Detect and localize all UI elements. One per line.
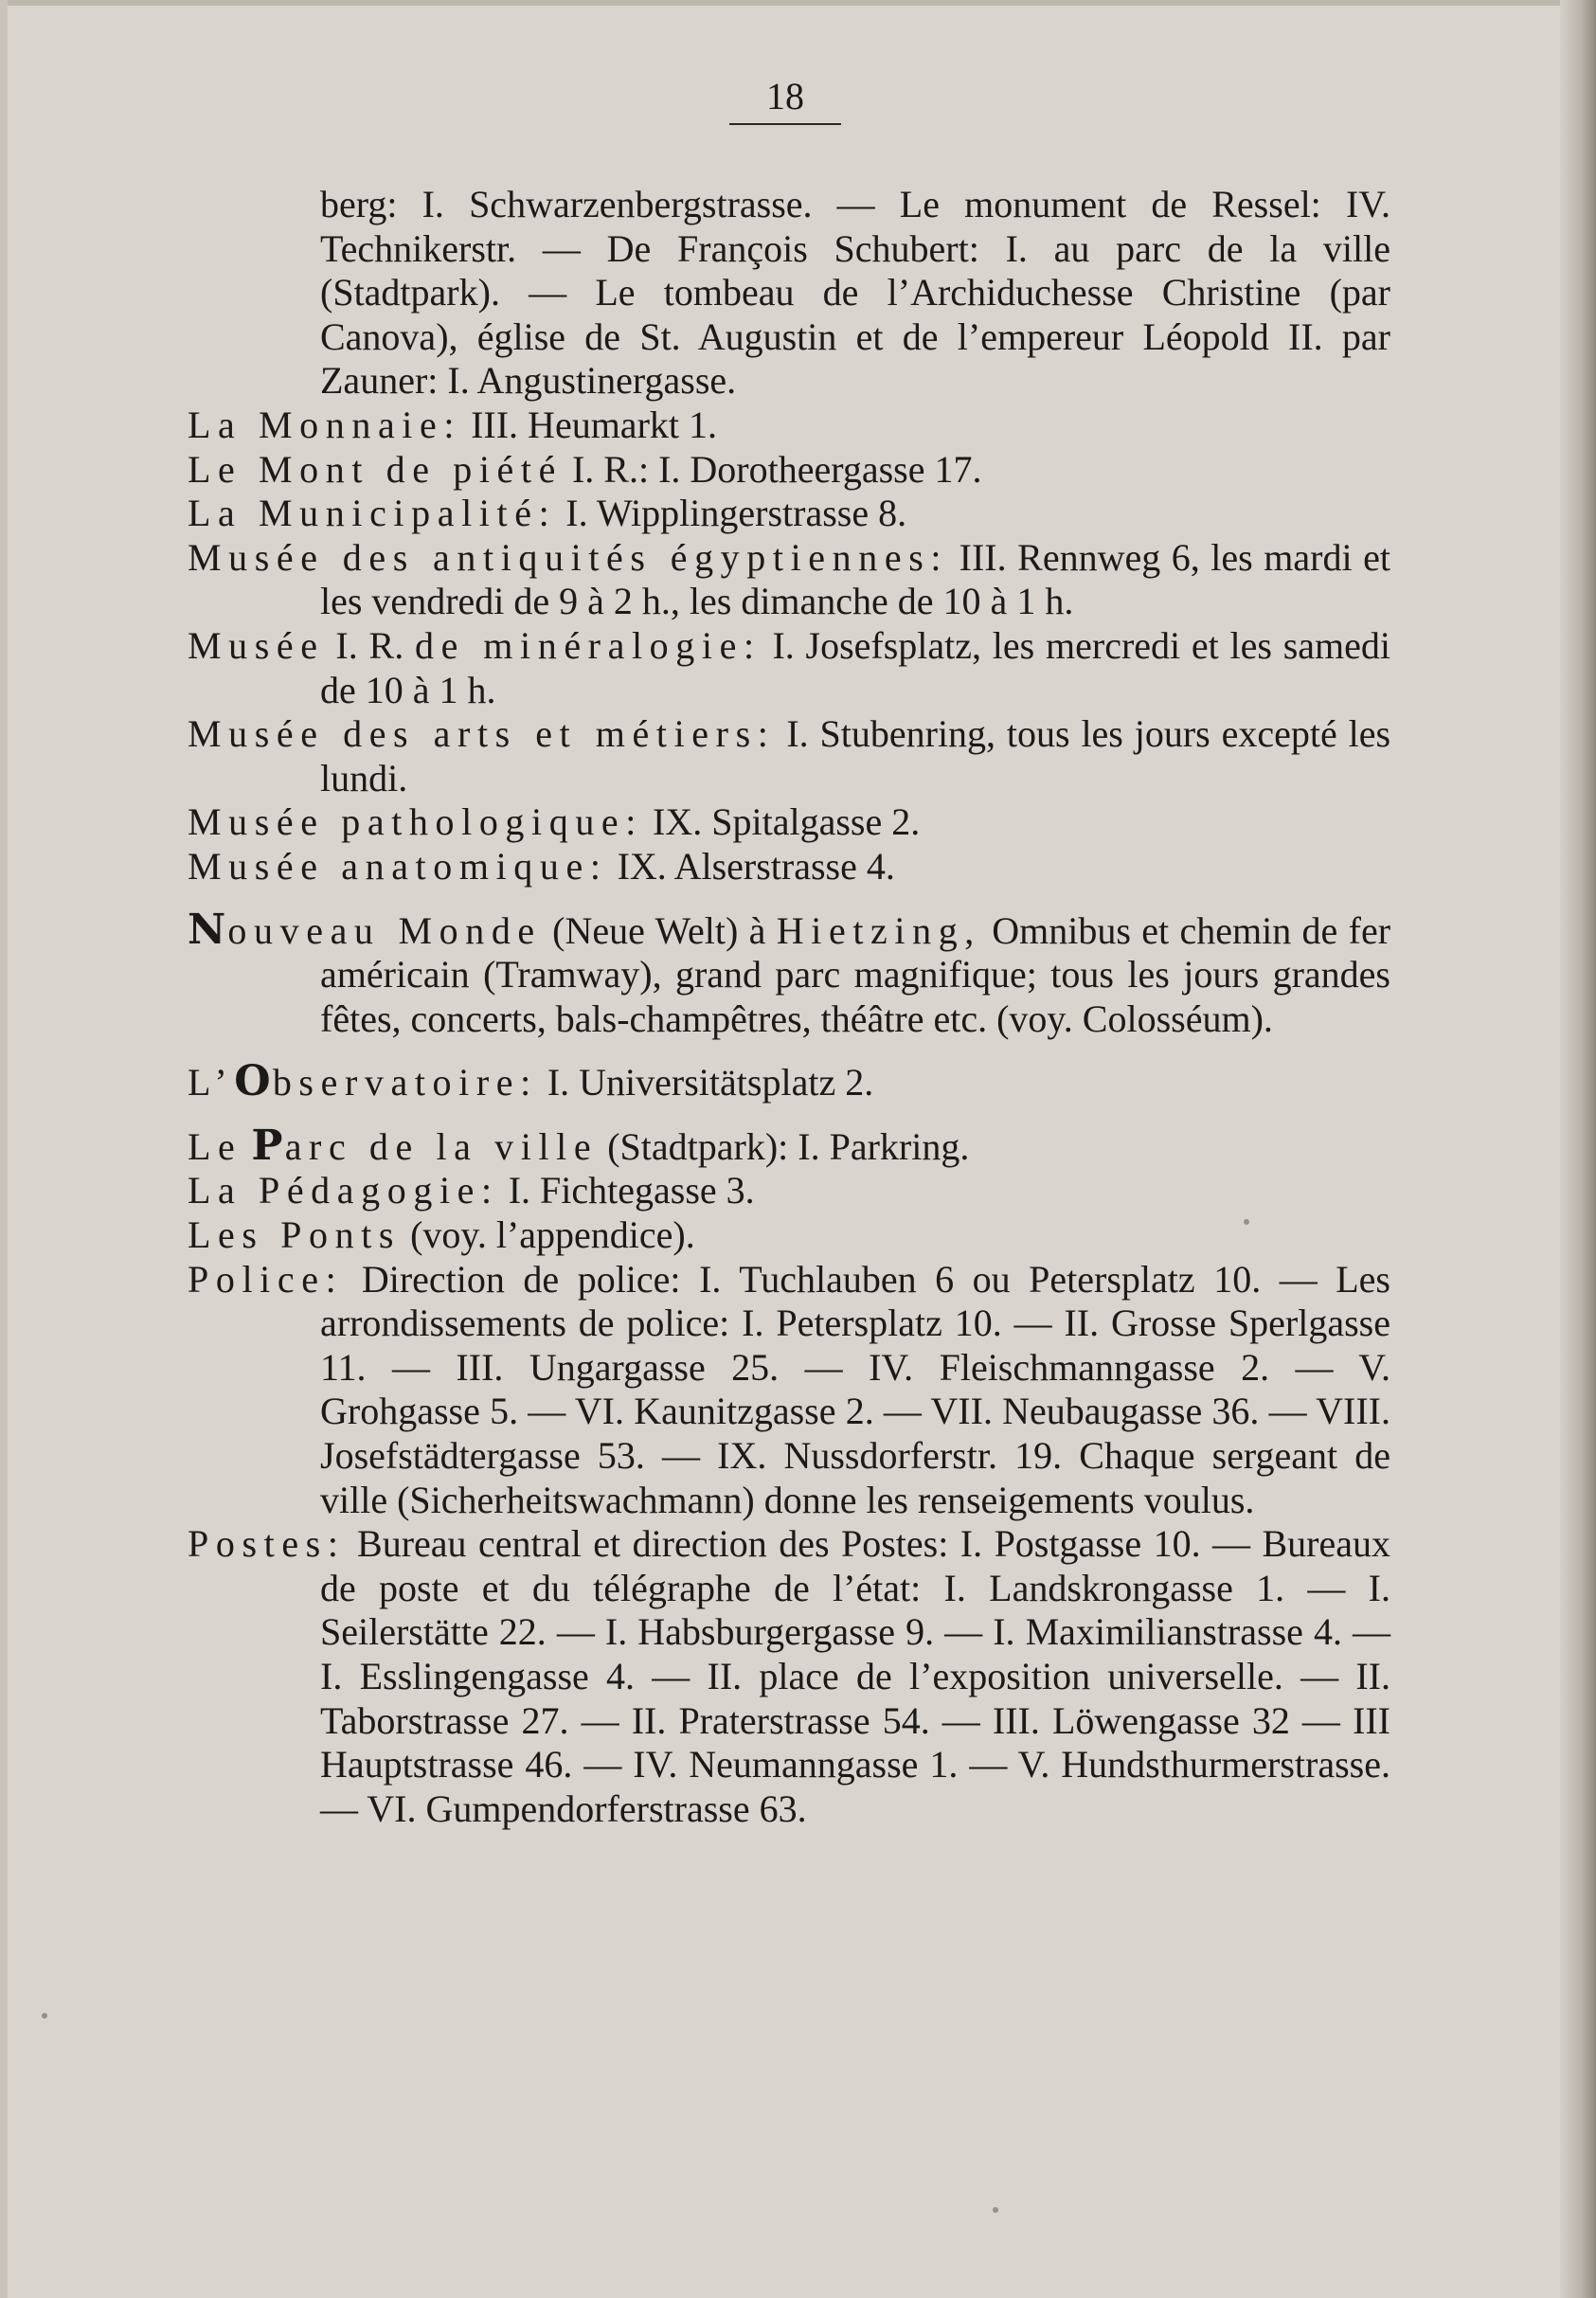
- entry-text: (Neue Welt) à: [552, 908, 766, 952]
- entry-term: La Pédagogie:: [188, 1169, 499, 1212]
- section-initial: N: [188, 905, 228, 954]
- entry-text: I. Universitätsplatz 2.: [547, 1061, 874, 1104]
- page-right-edge: [1560, 0, 1596, 2298]
- page-number: 18: [729, 74, 841, 125]
- paper-speck: [993, 2207, 998, 2213]
- entry-term: arc de la ville: [284, 1124, 599, 1168]
- entry-monnaie: [188, 404, 1390, 448]
- entry-continuation: [188, 183, 1390, 404]
- entry-parc: [188, 1121, 1390, 1170]
- entry-term: Police:: [188, 1257, 344, 1301]
- entry-text: I. R.: I. Dorotheergasse 17.: [571, 447, 982, 491]
- entry-musee-mineralogie: [188, 624, 1390, 712]
- entry-term: Musée pathologique:: [188, 800, 644, 844]
- entry-term: ouveau Monde: [227, 908, 542, 952]
- entry-term: Musée des arts et métiers:: [188, 712, 776, 756]
- section-initial: O: [234, 1057, 273, 1106]
- entry-term: La Municipalité:: [188, 492, 557, 535]
- entry-prefix: Le: [188, 1124, 242, 1168]
- entry-text: IX. Alserstrasse 4.: [617, 844, 895, 888]
- entry-term: Musée anatomique:: [188, 844, 608, 888]
- entry-text: I. Stubenring, tous les jours excepté les lundi.: [320, 712, 1391, 799]
- entry-mont-de-piete: [188, 448, 1390, 493]
- entry-municipalite: [188, 492, 1390, 536]
- entry-text: IX. Spitalgasse 2.: [653, 800, 921, 844]
- entry-police: [188, 1258, 1390, 1523]
- entry-text-2: Omnibus et chemin de fer américain (Tramway), grand parc magnifique; tous les jours grandes fêtes, concerts, bals-champêtres, théâtre etc. (voy. Colosséum).: [320, 908, 1391, 1040]
- text-body: [188, 183, 1390, 1831]
- entry-ponts: [188, 1213, 1390, 1258]
- entry-text: I. R.: [335, 623, 404, 667]
- page-left-edge: [0, 0, 8, 2298]
- entry-prefix: L’: [188, 1061, 235, 1104]
- entry-text: berg: I. Schwarzenbergstrasse. — Le monument de Ressel: IV. Technikerstr. — De François Schubert: I. au parc de la ville (Stadtpark). — Le tombeau de l’Archiduchesse Christine (par Canova), église de St. Augustin et de l’empereur Léopold II. par Zauner: I. Angustinergasse.: [320, 183, 1390, 403]
- section-initial: P: [251, 1121, 285, 1170]
- entry-term: Les Ponts: [188, 1213, 402, 1257]
- entry-term: La Monnaie:: [188, 403, 462, 446]
- entry-text: I. Wipplingerstrasse 8.: [565, 492, 907, 535]
- entry-text: (voy. l’appendice).: [410, 1213, 695, 1257]
- entry-postes: [188, 1522, 1390, 1831]
- entry-text: I. Fichtegasse 3.: [508, 1169, 755, 1212]
- page-top-edge: [0, 0, 1596, 6]
- entry-text: Bureau central et direction des Postes: I. Postgasse 10. — Bureaux de poste et du télégraphe de l’état: I. Landskrongasse 1. — I. Seilerstätte 22. — I. Habsburgergasse 9. — I. Maximilianstrasse 4. — I. Esslingengasse 4. — II. place de l’exposition universelle. — II. Taborstrasse 27. — II. Praterstrasse 54. — III. Löwengasse 32 — III Hauptstrasse 46. — IV. Neumanngasse 1. — V. Hundsthurmerstrasse. — VI. Gumpendorferstrasse 63.: [320, 1522, 1391, 1830]
- entry-text: Direction de police: I. Tuchlauben 6 ou Petersplatz 10. — Les arrondissements de police: I. Petersplatz 10. — II. Grosse Sperlgasse 11. — III. Ungargasse 25. — IV. Fleischmanngasse 2. — V. Grohgasse 5. — VI. Kaunitzgasse 2. — VII. Neubaugasse 36. — VIII. Josefstädtergasse 53. — IX. Nussdorferstr. 19. Chaque sergeant de ville (Sicherheitswachmann) donne les renseigements voulus.: [320, 1257, 1390, 1521]
- entry-term: Le Mont de piété: [188, 447, 563, 491]
- entry-text: (Stadtpark): I. Parkring.: [607, 1124, 970, 1168]
- entry-musee-egyptien: [188, 536, 1390, 624]
- entry-term: Musée des antiquités égyptiennes:: [188, 535, 949, 579]
- entry-text: III. Heumarkt 1.: [471, 403, 717, 446]
- entry-pedagogie: [188, 1169, 1390, 1213]
- entry-observatoire: [188, 1057, 1390, 1106]
- entry-term: bservatoire:: [272, 1061, 538, 1104]
- entry-nouveau-monde: [188, 905, 1391, 1042]
- entry-term-2: Hietzing,: [776, 908, 981, 952]
- entry-term-2: de minéralogie:: [414, 623, 762, 667]
- entry-text: III. Rennweg 6, les mardi et les vendredi de 9 à 2 h., les dimanche de 10 à 1 h.: [320, 535, 1390, 623]
- paper-speck: [1244, 1219, 1249, 1225]
- entry-text-2: I. Josefsplatz, les mercredi et les samedi de 10 à 1 h.: [320, 623, 1391, 711]
- paper-speck: [42, 2013, 47, 2019]
- entry-musee-arts-metiers: [188, 712, 1390, 800]
- entry-musee-anatomique: [188, 845, 1390, 889]
- entry-term: Musée: [188, 623, 325, 667]
- entry-term: Postes:: [188, 1522, 346, 1566]
- entry-musee-pathologique: [188, 800, 1390, 845]
